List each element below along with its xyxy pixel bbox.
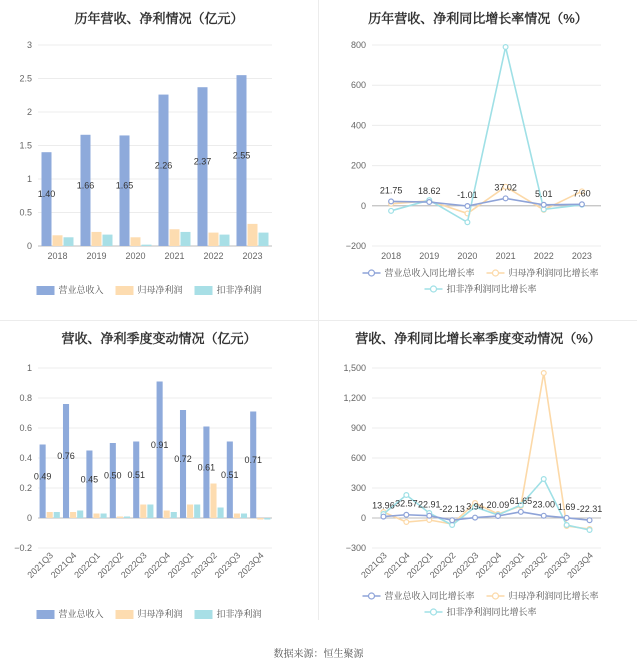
y-tick-label: 0 [26,513,32,523]
annual-revenue-profit-chart [0,0,318,320]
y-tick-label: 2.5 [19,73,32,84]
bar [117,517,123,519]
y-tick-label: 1,500 [343,363,366,373]
chart-title: 历年营收、净利同比增长率情况（%） [368,11,588,26]
x-tick-label: 2022Q1 [404,550,435,581]
x-tick-label: 2023Q4 [565,550,595,581]
bar [234,514,240,519]
bar [110,443,116,518]
data-label: 0.51 [127,469,145,480]
legend-label: 扣非净利润 [216,285,262,295]
chart-title: 历年营收、净利情况（亿元） [74,11,244,26]
data-label: 1.65 [115,180,134,191]
data-label: 22.91 [417,499,441,510]
data-label: 2.37 [193,156,212,167]
y-tick-label: −0.2 [14,543,32,553]
data-label: 7.60 [573,188,591,199]
x-tick-label: 2018 [47,251,68,261]
data-label: 1.40 [37,189,56,200]
y-tick-label: −200 [345,241,366,251]
x-tick-label: 2023Q2 [189,550,219,581]
x-tick-label: 2022 [533,251,554,261]
x-tick-label: 2022Q2 [95,550,126,581]
bar [77,511,83,519]
y-tick-label: 0.8 [19,393,32,403]
data-point [473,515,478,520]
bar [264,518,270,520]
data-point [389,199,394,204]
bar [164,511,170,519]
legend-swatch [37,286,55,295]
y-tick-label: 900 [350,423,366,433]
legend-swatch [116,286,134,295]
data-label: 0.51 [221,469,239,480]
data-point [518,509,523,514]
y-tick-label: 0.6 [19,423,32,433]
x-tick-label: 2022Q2 [427,550,458,581]
bar [103,235,113,246]
x-tick-label: 2023Q1 [165,550,196,581]
legend-label: 扣非净利润同比增长率 [446,284,537,294]
data-label: 5.01 [534,188,553,199]
x-tick-label: 2023Q4 [235,550,266,581]
data-label: 0.71 [244,454,262,465]
x-tick-label: 2023Q3 [212,550,243,581]
y-tick-label: 1 [26,174,32,184]
x-tick-label: 2021Q3 [359,550,389,581]
data-label: 0.72 [174,454,192,464]
quarterly-growth-rate-chart [319,320,637,640]
x-tick-label: 2023Q1 [496,550,527,581]
x-tick-label: 2021 [164,251,185,261]
bar [133,442,139,519]
data-label: 1.69 [557,501,576,512]
y-tick-label: 0 [360,200,366,211]
data-label: 0.49 [33,471,52,482]
annual-growth-rate-chart [319,0,637,320]
bar [227,442,233,519]
data-point [580,202,585,207]
y-tick-label: 1,200 [343,393,366,403]
bar [47,512,53,518]
data-label: 3.94 [466,501,484,512]
quarterly-revenue-profit-chart [0,320,318,640]
data-label: 18.62 [417,186,441,197]
bar [259,233,269,246]
legend-label: 营业总收入 [58,285,104,295]
legend-marker [369,593,375,599]
data-point [587,518,592,523]
x-tick-label: 2023Q2 [519,550,550,581]
bar [101,514,107,519]
bar [131,237,141,246]
bar [124,517,130,519]
bar [210,484,216,519]
bar [248,224,258,246]
y-tick-label: 200 [350,160,366,171]
x-tick-label: 2022Q3 [450,550,481,581]
y-tick-label: 600 [350,453,366,463]
legend-label: 营业总收入同比增长率 [384,591,475,601]
y-tick-label: 3 [26,40,32,50]
data-label: -22.13 [439,504,465,515]
bar [93,514,99,519]
bar [250,412,256,519]
chart-title: 营收、净利季度变动情况（亿元） [61,331,257,346]
x-tick-label: 2022 [203,251,224,261]
data-point [503,45,508,50]
data-point [541,202,546,207]
legend-label: 归母净利润同比增长率 [508,268,599,278]
x-tick-label: 2021 [495,251,516,261]
data-point [564,523,569,528]
bar [187,505,193,519]
y-tick-label: 0 [26,241,32,251]
data-label: 61.65 [509,495,533,506]
data-label: 20.09 [486,499,510,510]
bar [53,235,63,246]
data-point [450,518,455,523]
legend-marker [493,270,499,276]
annual-revenue-profit-panel [0,0,318,320]
data-label: 0.50 [104,470,122,481]
legend-marker [369,270,375,276]
data-label: 0.76 [57,451,75,461]
x-tick-label: 2021Q4 [382,550,412,581]
x-tick-label: 2022Q3 [118,550,149,581]
data-point [465,220,470,225]
bar [194,505,200,519]
y-tick-label: 300 [350,483,366,493]
legend-marker [493,593,499,599]
x-tick-label: 2020 [125,251,146,261]
series-line [383,512,589,520]
data-label: -22.31 [576,504,603,515]
legend-label: 归母净利润 [137,609,183,619]
bar [64,237,74,246]
bar [157,382,163,519]
data-point [587,528,592,533]
legend-swatch [195,286,213,295]
x-tick-label: 2019 [419,251,440,261]
data-point [381,514,386,519]
data-label: 0.45 [80,474,99,485]
data-label: 13.96 [372,500,395,511]
bar [70,512,76,518]
data-point [427,200,432,205]
bar [203,427,209,519]
bar [218,508,224,519]
quarterly-revenue-profit-panel [0,320,318,640]
y-tick-label: 400 [350,120,366,131]
data-point [389,208,394,213]
data-point [503,196,508,201]
bar [86,451,92,519]
x-tick-label: 2022Q4 [473,550,504,581]
x-tick-label: 2018 [381,251,402,261]
y-tick-label: 1.5 [19,140,32,151]
y-tick-label: 0.5 [19,207,32,218]
x-tick-label: 2022Q4 [142,550,173,581]
bar [257,518,263,520]
data-point [427,513,432,518]
data-label: 23.00 [532,499,556,510]
legend-swatch [37,610,55,619]
x-tick-label: 2023 [571,251,592,261]
legend-marker [431,609,437,615]
bar [40,445,46,519]
x-tick-label: 2019 [86,251,107,261]
x-tick-label: 2021Q4 [48,550,79,581]
data-point [404,493,409,498]
legend-label: 归母净利润 [137,285,183,295]
bar [209,233,219,246]
bar [147,505,153,519]
legend-label: 扣非净利润同比增长率 [446,607,537,617]
bar [181,232,191,246]
data-label: 32.57 [395,498,418,509]
x-tick-label: 2021Q3 [25,550,56,581]
bar [171,512,177,518]
bar [140,505,146,519]
bar [180,410,186,518]
y-tick-label: −300 [345,543,366,553]
bar [54,512,60,518]
legend-label: 营业总收入 [58,609,104,619]
x-tick-label: 2023Q3 [542,550,573,581]
data-label: 0.61 [197,462,216,473]
legend-label: 归母净利润同比增长率 [508,591,599,601]
data-point [564,515,569,520]
data-label: 37.02 [494,182,517,193]
legend-swatch [195,610,213,619]
y-tick-label: 2 [26,107,32,117]
x-tick-label: 2020 [457,251,478,261]
data-point [465,204,470,209]
annual-growth-rate-panel [319,0,637,320]
data-label: 21.75 [379,185,403,196]
x-tick-label: 2022Q1 [72,550,102,581]
y-tick-label: 0.2 [19,483,32,493]
bar [63,404,69,518]
data-point [404,512,409,517]
data-source: 数据来源：恒生聚源 [273,649,364,660]
legend-label: 营业总收入同比增长率 [384,268,475,278]
data-point [541,371,546,376]
legend-marker [431,286,437,292]
data-label: 1.66 [76,180,95,191]
data-label: 2.26 [154,160,173,171]
y-tick-label: 0 [360,513,366,523]
x-tick-label: 2023 [242,251,263,261]
data-point [541,513,546,518]
data-point [541,477,546,482]
bar [241,514,247,519]
data-label: 0.91 [150,439,169,450]
bar [220,235,230,246]
data-point [450,523,455,528]
quarterly-growth-rate-panel [319,320,637,640]
bar [142,245,152,246]
data-label: 2.55 [232,150,251,161]
bar [170,229,180,246]
y-tick-label: 600 [350,80,366,91]
legend-swatch [116,610,134,619]
data-point [496,514,501,519]
chart-title: 营收、净利同比增长率季度变动情况（%） [355,331,601,346]
y-tick-label: 0.4 [19,453,32,463]
data-label: -1.01 [457,190,478,201]
data-point [404,520,409,525]
legend-label: 扣非净利润 [216,609,262,619]
y-tick-label: 800 [350,40,366,50]
y-tick-label: 1 [26,363,32,373]
bar [92,232,102,246]
